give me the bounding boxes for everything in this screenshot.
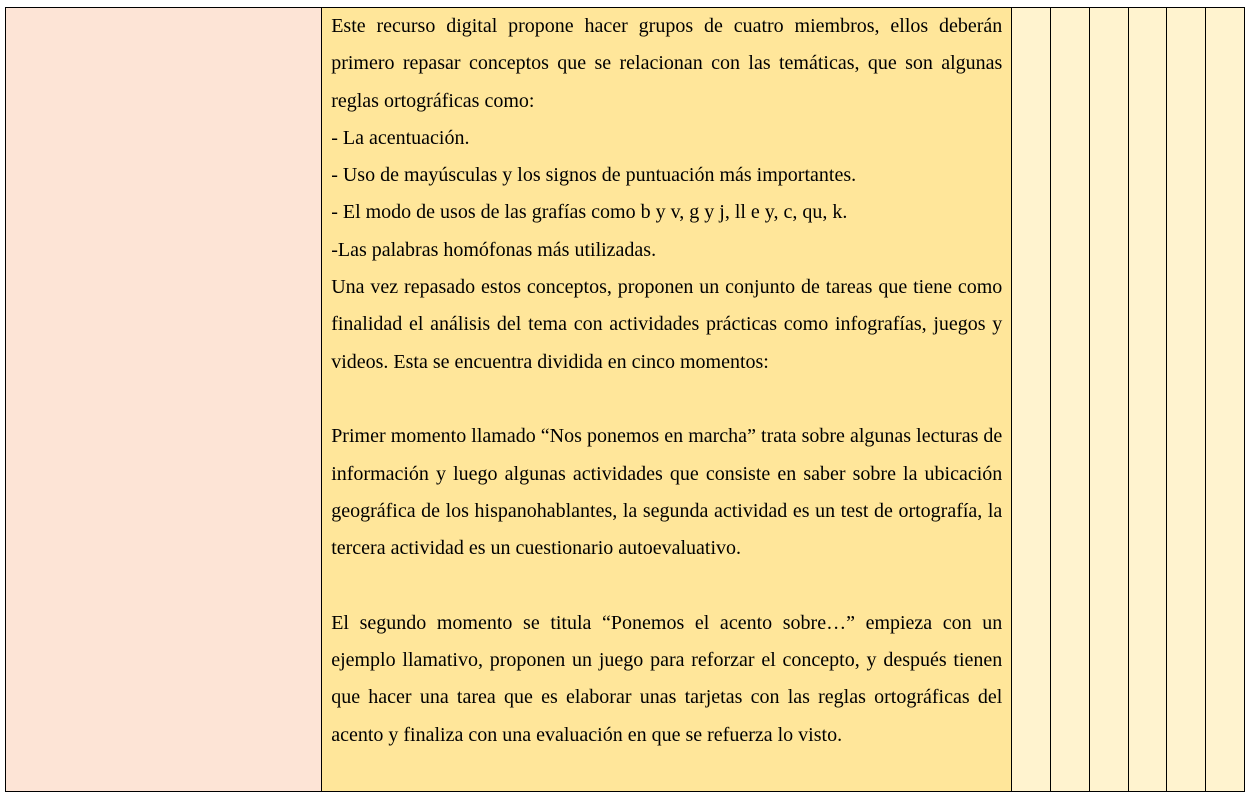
table-cell-small-1 [1012, 8, 1051, 791]
table-cell-small-3 [1090, 8, 1129, 791]
paragraph-second-moment: El segundo momento se titula “Ponemos el acento sobre…” empieza con un ejemplo llamativo, proponen un juego para reforzar el concepto, y después tienen que hacer una tarea que es elaborar unas tarjetas con las reglas ortográficas del acento y finaliza con una evaluación en que se refuerza lo visto. [331, 611, 1003, 746]
cell-text [331, 8, 1002, 754]
table-cell-small-2 [1051, 8, 1090, 791]
document-table [5, 7, 1245, 792]
table-cell-small-6 [1206, 8, 1244, 791]
list-item: - El modo de usos de las grafías como b y v, g y j, ll e y, c, qu, k. [331, 201, 848, 224]
list-item: -Las palabras homófonas más utilizadas. [331, 238, 657, 261]
table-cell-small-4 [1129, 8, 1168, 791]
table-cell-main [322, 8, 1012, 791]
paragraph-first-moment: Primer momento llamado “Nos ponemos en marcha” trata sobre algunas lecturas de información y luego algunas actividades que consiste en saber sobre la ubicación geográfica de los hispanohablantes, la segunda actividad es un test de ortografía, la tercera actividad es un cuestionario autoevaluativo. [331, 425, 1003, 560]
table-cell-left [6, 8, 322, 791]
list-item: - Uso de mayúsculas y los signos de puntuación más importantes. [331, 164, 857, 187]
paragraph-tasks: Una vez repasado estos conceptos, proponen un conjunto de tareas que tiene como finalidad el análisis del tema con actividades prácticas como infografías, juegos y videos. Esta se encuentra dividida en cinco momentos: [331, 276, 1003, 373]
spacer [331, 381, 1002, 418]
list-item: - La acentuación. [331, 126, 470, 149]
spacer [331, 567, 1002, 604]
table-cell-small-5 [1167, 8, 1206, 791]
paragraph-intro: Este recurso digital propone hacer grupos de cuatro miembros, ellos deberán primero repasar conceptos que se relacionan con las temáticas, que son algunas reglas ortográficas como: [331, 15, 1003, 112]
